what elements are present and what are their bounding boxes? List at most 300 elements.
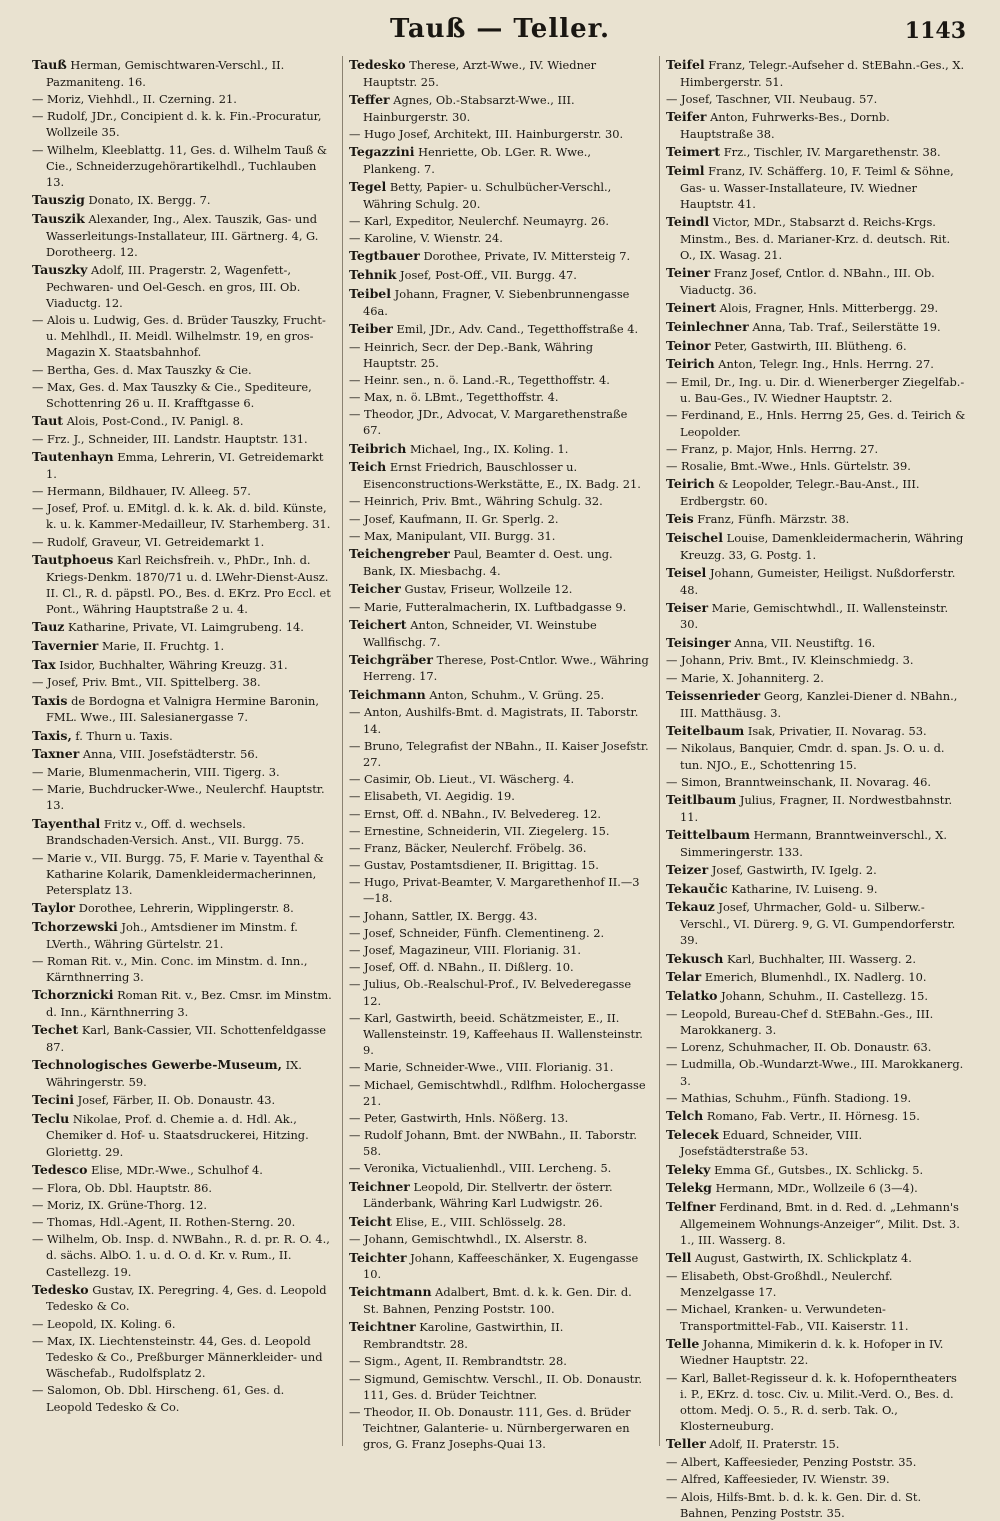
page-title: Tauß — Teller. <box>389 14 611 44</box>
directory-entry <box>349 143 649 177</box>
directory-entry <box>666 407 966 439</box>
entry-details: Katharine, IV. Luiseng. 9. <box>731 881 878 896</box>
entry-details: Agnes, Ob.-Stabsarzt-Wwe., III. Hainburgerstr. 30. <box>363 92 575 124</box>
entry-details: — Flora, Ob. Dbl. Hauptstr. 86. <box>32 1180 212 1195</box>
entry-details: Franz, Fünfh. Märzstr. 38. <box>697 512 850 527</box>
entry-surname: Taxis <box>32 692 68 708</box>
entry-details: Anna, VII. Neustiftg. 16. <box>734 635 876 650</box>
entry-details: Isak, Privatier, II. Novarag. 53. <box>747 723 927 738</box>
directory-entry <box>349 738 649 770</box>
entry-details: — Josef, Magazineur, VIII. Florianig. 31. <box>349 943 581 957</box>
directory-entry <box>349 1283 649 1317</box>
directory-entry <box>666 1454 966 1470</box>
directory-entry <box>349 1213 649 1231</box>
directory-entry <box>32 692 332 726</box>
directory-entry <box>32 362 332 378</box>
directory-entry <box>666 108 966 142</box>
entry-details: — Franz, p. Major, Hnls. Herrng. 27. <box>666 441 879 456</box>
directory-entry <box>666 1090 966 1106</box>
directory-entry <box>32 210 332 260</box>
directory-entry <box>349 686 649 704</box>
entry-details: — Hermann, Bildhauer, IV. Alleeg. 57. <box>32 484 251 499</box>
directory-entry <box>666 968 966 986</box>
directory-entry <box>349 528 649 544</box>
entry-details: — Theodor, II. Ob. Donaustr. 111, Ges. d. Brüder Teichtner, Galanterie- u. Nürnbergerwaren en gros, G. Franz Josephs-Quai 13. <box>349 1404 631 1452</box>
entry-details: Josef, Färber, II. Ob. Donaustr. 43. <box>77 1092 276 1107</box>
entry-details: — Josef, Prof. u. EMitgl. d. k. k. Ak. d. bild. Künste, k. u. k. Kammer-Medailleur, IV. Starhemberg. 31. <box>32 501 331 532</box>
directory-entry <box>349 908 649 924</box>
directory-entry <box>32 764 332 780</box>
entry-details: Anton, Schuhm., V. Grüng. 25. <box>429 687 605 702</box>
entry-details: Adolf, III. Pragerstr. 2, Wagenfett-, Pechwaren- und Oel-Gesch. en gros, III. Ob. Viaductg. 12. <box>46 262 301 310</box>
entry-surname: Tautenhayn <box>32 449 114 465</box>
entry-surname: Teis <box>666 511 694 527</box>
entry-surname: Telatko <box>666 988 718 1003</box>
entry-details: Therese, Arzt-Wwe., IV. Wiedner Hauptstr. 25. <box>363 58 597 89</box>
directory-entry <box>349 1077 649 1109</box>
directory-entry <box>349 651 649 685</box>
entry-details: Herman, Gemischtwaren-Verschl., II. Pazmaniteng. 16. <box>46 58 285 89</box>
entry-surname: Teclu <box>32 1110 70 1126</box>
entry-details: Dorothee, Private, IV. Mittersteig 7. <box>423 249 631 264</box>
entry-details: — Moriz, Viehhdl., II. Czerning. 21. <box>32 91 237 106</box>
directory-entry <box>32 500 332 532</box>
entry-details: — Salomon, Ob. Dbl. Hirscheng. 61, Ges. d. Leopold Tedesko & Co. <box>32 1383 285 1414</box>
entry-details: — Michael, Gemischtwhdl., Rdlfhm. Holochergasse 21. <box>349 1077 646 1108</box>
entry-details: — Marie, X. Johanniterg. 2. <box>666 670 824 685</box>
column-3 <box>659 56 966 1520</box>
entry-surname: Teichengreber <box>349 545 450 561</box>
entry-details: Dorothee, Lehrerin, Wipplingerstr. 8. <box>78 901 294 916</box>
directory-entry <box>32 534 332 550</box>
directory-entry <box>666 1039 966 1055</box>
entry-surname: Taxner <box>32 746 80 762</box>
entry-details: Gustav, Friseur, Wollzeile 12. <box>404 581 573 596</box>
directory-entry <box>666 1126 966 1160</box>
directory-entry <box>666 264 966 298</box>
entry-surname: Technologisches Gewerbe-Museum, <box>32 1057 282 1072</box>
directory-entry <box>349 1178 649 1212</box>
directory-entry <box>32 379 332 411</box>
directory-entry <box>666 599 966 633</box>
directory-entry <box>666 740 966 772</box>
entry-surname: Teifer <box>666 109 707 125</box>
entry-details: Anton, Schneider, VI. Weinstube Wallfischg. 7. <box>363 617 597 649</box>
directory-entry <box>32 1382 332 1414</box>
entry-surname: Teichter <box>349 1249 407 1265</box>
entry-details: — Frz. J., Schneider, III. Landstr. Hauptstr. 131. <box>32 431 308 446</box>
entry-details: Marie, Gemischtwhdl., II. Wallensteinstr. 30. <box>680 600 949 632</box>
entry-details: — Josef, Schneider, Fünfh. Clementineng. 2. <box>349 925 605 940</box>
entry-details: Elise, E., VIII. Schlösselg. 28. <box>395 1214 566 1229</box>
directory-entry <box>349 616 649 650</box>
directory-entry <box>32 1214 332 1230</box>
entry-details: — Peter, Gastwirth, Hnls. Nößerg. 13. <box>349 1110 569 1125</box>
entry-surname: Tauszky <box>32 261 88 277</box>
directory-entry <box>666 564 966 598</box>
entry-surname: Teichtmann <box>349 1284 432 1300</box>
entry-details: — Karl, Ballet-Regisseur d. k. k. Hofoperntheaters i. P., EKrz. d. tosc. Civ. u. Milit.-Verd. O., Bes. d. ottom. Medj. O. 5., R. d. serb. Tak. O., Klosterneuburg. <box>666 1370 957 1434</box>
directory-entry <box>666 1335 966 1369</box>
entry-surname: Telle <box>666 1335 700 1351</box>
entry-surname: Taut <box>32 413 64 429</box>
directory-entry <box>666 1006 966 1038</box>
entry-details: Emma Gf., Gutsbes., IX. Schlickg. 5. <box>714 1162 924 1177</box>
directory-entry <box>349 320 649 338</box>
entry-surname: Teleky <box>666 1161 711 1177</box>
entry-details: — Rudolf, Graveur, VI. Getreidemarkt 1. <box>32 534 265 549</box>
entry-details: — Josef, Priv. Bmt., VII. Spittelberg. 38. <box>32 675 261 690</box>
directory-entry <box>666 337 966 355</box>
entry-surname: Tehnik <box>349 267 397 283</box>
entry-details: — Rudolf Johann, Bmt. der NWBahn., II. Taborstr. 58. <box>349 1128 638 1159</box>
entry-surname: Telekg <box>666 1180 712 1196</box>
directory-entry <box>349 1318 649 1352</box>
entry-surname: Teindl <box>666 213 710 229</box>
entry-surname: Teirich <box>666 356 715 372</box>
entry-details: Adolf, II. Praterstr. 15. <box>709 1437 840 1452</box>
entry-details: — Hugo Josef, Architekt, III. Hainburgerstr. 30. <box>349 126 624 141</box>
directory-entry <box>32 1231 332 1280</box>
directory-entry <box>349 704 649 736</box>
directory-entry <box>32 191 332 209</box>
entry-details: — Marie, Blumenmacherin, VIII. Tigerg. 3. <box>32 765 280 779</box>
entry-details: Franz, Telegr.-Aufseher d. StEBahn.-Ges., X. Himbergerstr. 51. <box>680 58 965 89</box>
entry-surname: Teiser <box>666 599 709 615</box>
page-number: 1143 <box>904 18 966 44</box>
directory-entry <box>32 142 332 191</box>
directory-entry <box>32 781 332 813</box>
entry-surname: Teich <box>349 459 387 475</box>
directory-entry <box>349 440 649 458</box>
entry-surname: Teisinger <box>666 634 731 650</box>
directory-entry <box>666 1249 966 1267</box>
directory-entry <box>666 687 966 721</box>
entry-details: — Theodor, JDr., Advocat, V. Margarethenstraße 67. <box>349 407 628 438</box>
directory-entry <box>32 551 332 617</box>
entry-surname: Teinert <box>666 300 716 315</box>
entry-details: Anton, Fuhrwerks-Bes., Dornb. Hauptstraße 38. <box>680 110 890 141</box>
entry-details: IX. Währingerstr. 59. <box>46 1058 302 1089</box>
entry-details: Karoline, Gastwirthin, II. Rembrandtstr. 28. <box>363 1320 564 1352</box>
directory-entry <box>666 1370 966 1435</box>
directory-entry <box>349 458 649 492</box>
entry-details: — Rudolf, JDr., Concipient d. k. k. Fin.-Procuratur, Wollzeile 35. <box>32 109 322 140</box>
entry-details: Roman Rit. v., Bez. Cmsr. im Minstm. d. Inn., Kärnthnerring 3. <box>46 988 332 1019</box>
directory-entry <box>666 355 966 373</box>
entry-surname: Tayenthal <box>32 815 101 831</box>
directory-entry <box>32 1180 332 1196</box>
directory-entry <box>32 618 332 636</box>
entry-surname: Teisel <box>666 564 707 580</box>
entry-details: — Johann, Gemischtwhdl., IX. Alserstr. 8. <box>349 1232 588 1247</box>
entry-details: Josef, Gastwirth, IV. Igelg. 2. <box>711 862 877 877</box>
directory-entry <box>349 1249 649 1283</box>
entry-surname: Teichgräber <box>349 651 433 667</box>
column-1 <box>32 56 332 1446</box>
directory-columns <box>32 56 966 1520</box>
directory-entry <box>32 483 332 499</box>
entry-details: Michael, Ing., IX. Koling. 1. <box>409 441 569 456</box>
entry-surname: Tauß <box>32 57 67 72</box>
entry-surname: Telch <box>666 1107 704 1123</box>
entry-details: — Marie v., VII. Burgg. 75, F. Marie v. Tayenthal & Katharine Kolarik, Damenkleidermacherinnen, Petersplatz 13. <box>32 850 324 897</box>
entry-surname: Teichtner <box>349 1319 416 1335</box>
entry-details: Elise, MDr.-Wwe., Schulhof 4. <box>91 1162 263 1177</box>
directory-entry <box>32 91 332 107</box>
directory-entry <box>666 1161 966 1179</box>
directory-entry <box>32 412 332 430</box>
entry-details: Louise, Damenkleidermacherin, Währing Kreuzg. 33, G. Postg. 1. <box>680 530 964 562</box>
entry-details: Ferdinand, Bmt. in d. Red. d. „Lehmann's Allgemeinem Wohnungs-Anzeiger“, Milit. Dst. 3. 1., III. Wasserg. 8. <box>680 1200 960 1247</box>
directory-entry <box>666 56 966 90</box>
entry-details: — Elisabeth, Obst-Großhdl., Neulerchf. Menzelgasse 17. <box>666 1268 893 1300</box>
directory-entry <box>349 285 649 319</box>
entry-details: — Karl, Expeditor, Neulerchf. Neumayrg. 26. <box>349 213 610 228</box>
entry-details: Anna, VIII. Josefstädterstr. 56. <box>82 747 259 762</box>
directory-entry <box>32 637 332 655</box>
directory-entry <box>349 1010 649 1059</box>
entry-surname: Teizer <box>666 861 709 877</box>
entry-details: — Rosalie, Bmt.-Wwe., Hnls. Gürtelstr. 39. <box>666 458 911 473</box>
directory-entry <box>32 918 332 952</box>
directory-entry <box>349 771 649 787</box>
directory-entry <box>349 925 649 941</box>
entry-details: — Wilhelm, Ob. Insp. d. NWBahn., R. d. pr. R. O. 4., d. sächs. AlbO. 1. u. d. O. d. Kr. v. Rum., II. Castellezg. 19. <box>32 1232 330 1279</box>
entry-details: Karl, Bank-Cassier, VII. Schottenfeldgasse 87. <box>46 1023 327 1054</box>
entry-details: Leopold, Dir. Stellvertr. der österr. Länderbank, Währing Karl Ludwigstr. 26. <box>363 1179 613 1211</box>
directory-entry <box>349 372 649 388</box>
entry-details: Gustav, IX. Peregring. 4, Ges. d. Leopold Tedesko & Co. <box>46 1282 327 1314</box>
entry-details: Anton, Telegr. Ing., Hnls. Herrng. 27. <box>718 357 934 372</box>
column-2 <box>342 56 649 1452</box>
directory-entry <box>666 458 966 474</box>
entry-details: Alois, Post-Cond., IV. Panigl. 8. <box>66 414 244 429</box>
entry-details: Alexander, Ing., Alex. Tauszik, Gas- und Wasserleitungs-Installateur, III. Gärtnerg. 4, G. Dorotheerg. 12. <box>46 211 319 259</box>
entry-surname: Taylor <box>32 900 76 916</box>
directory-entry <box>32 953 332 985</box>
directory-entry <box>666 475 966 509</box>
entry-details: Johanna, Mimikerin d. k. k. Hofoper in IV. Wiedner Hauptstr. 22. <box>680 1336 944 1368</box>
directory-entry <box>32 448 332 482</box>
entry-details: — Veronika, Victualienhdl., VIII. Lercheng. 5. <box>349 1161 612 1176</box>
entry-details: — Emil, Dr., Ing. u. Dir. d. Wienerberger Ziegelfab.- u. Bau-Ges., IV. Wiedner Hauptstr. 2. <box>666 375 965 406</box>
entry-details: — Max, Ges. d. Max Tauszky & Cie., Spediteure, Schottenring 26 u. II. Krafftgasse 6. <box>32 379 312 410</box>
entry-details: — Casimir, Ob. Lieut., VI. Wäscherg. 4. <box>349 772 575 787</box>
entry-surname: Teiber <box>349 320 393 336</box>
entry-surname: Teichmann <box>349 686 426 702</box>
entry-details: — Marie, Futteralmacherin, IX. Luftbadgasse 9. <box>349 599 627 614</box>
entry-details: Anna, Tab. Traf., Seilerstätte 19. <box>752 319 941 334</box>
directory-entry <box>666 299 966 317</box>
directory-entry <box>666 774 966 790</box>
directory-entry <box>349 126 649 142</box>
entry-details: Julius, Fragner, II. Nordwestbahnstr. 11. <box>680 793 953 824</box>
entry-surname: Tax <box>32 656 56 672</box>
directory-entry <box>349 511 649 527</box>
entry-surname: Tauz <box>32 619 65 635</box>
entry-details: — Anton, Aushilfs-Bmt. d. Magistrats, II. Taborstr. 14. <box>349 705 639 736</box>
entry-details: Henriette, Ob. LGer. R. Wwe., Plankeng. 7. <box>363 145 592 176</box>
entry-surname: Teirich <box>666 476 715 492</box>
entry-details: Paul, Beamter d. Oest. ung. Bank, IX. Miesbachg. 4. <box>363 546 613 578</box>
entry-details: — Josef, Taschner, VII. Neubaug. 57. <box>666 91 878 106</box>
entry-details: — Josef, Off. d. NBahn., II. Dißlerg. 10. <box>349 960 574 975</box>
entry-surname: Teinor <box>666 337 711 353</box>
directory-entry <box>349 493 649 509</box>
entry-details: — Simon, Branntweinschank, II. Novarag. 46. <box>666 774 932 789</box>
directory-entry <box>349 599 649 615</box>
entry-details: — Johann, Priv. Bmt., IV. Kleinschmiedg. 3. <box>666 653 914 668</box>
entry-details: — Josef, Kaufmann, II. Gr. Sperlg. 2. <box>349 511 559 526</box>
directory-entry <box>32 1281 332 1315</box>
entry-details: Hermann, MDr., Wollzeile 6 (3—4). <box>715 1181 918 1196</box>
entry-surname: Tedesco <box>32 1161 88 1177</box>
entry-details: Nikolae, Prof. d. Chemie a. d. Hdl. Ak., Chemiker d. Hof- u. Staatsdruckerei, Hitzing. Gloriettg. 29. <box>46 1111 309 1159</box>
entry-details: — Johann, Sattler, IX. Bergg. 43. <box>349 908 538 923</box>
entry-surname: Teicht <box>349 1213 393 1229</box>
entry-details: — Mathias, Schuhm., Fünfh. Stadiong. 19. <box>666 1090 912 1105</box>
directory-entry <box>349 339 649 371</box>
entry-surname: Teicher <box>349 580 401 596</box>
entry-details: & Leopolder, Telegr.-Bau-Anst., III. Erdbergstr. 60. <box>680 477 920 508</box>
directory-entry <box>666 861 966 879</box>
directory-entry <box>666 441 966 457</box>
directory-entry <box>666 91 966 107</box>
directory-entry <box>349 788 649 804</box>
entry-surname: Tauszig <box>32 192 85 208</box>
directory-entry <box>349 806 649 822</box>
entry-details: — Leopold, IX. Koling. 6. <box>32 1316 176 1331</box>
directory-entry <box>32 1056 332 1090</box>
entry-details: — Sigm., Agent, II. Rembrandtstr. 28. <box>349 1354 567 1369</box>
directory-entry <box>349 942 649 958</box>
directory-entry <box>32 745 332 763</box>
entry-details: Franz Josef, Cntlor. d. NBahn., III. Ob. Viaductg. 36. <box>680 266 935 297</box>
entry-details: — Albert, Kaffeesieder, Penzing Poststr. 35. <box>666 1455 917 1470</box>
entry-details: — Lorenz, Schuhmacher, II. Ob. Donaustr. 63. <box>666 1040 932 1055</box>
directory-entry <box>349 840 649 856</box>
entry-details: — Alois, Hilfs-Bmt. b. d. k. k. Gen. Dir. d. St. Bahnen, Penzing Poststr. 35. <box>666 1489 922 1520</box>
entry-details: Victor, MDr., Stabsarzt d. Reichs-Krgs. Minstm., Bes. d. Marianer-Krz. d. deutsch. Rit. O., IX. Wasag. 21. <box>680 214 951 262</box>
entry-details: — Roman Rit. v., Min. Conc. im Minstm. d. Inn., Kärnthnerring 3. <box>32 953 308 984</box>
entry-details: — Ferdinand, E., Hnls. Herrng 25, Ges. d. Teirich & Leopolder. <box>666 408 966 439</box>
entry-details: Johann, Gumeister, Heiligst. Nußdorferstr. 48. <box>680 565 956 597</box>
directory-entry <box>349 1231 649 1247</box>
entry-details: Johann, Kaffeeschänker, X. Eugengasse 10. <box>363 1250 639 1282</box>
entry-details: — Max, n. ö. LBmt., Tegetthoffstr. 4. <box>349 390 559 405</box>
directory-entry <box>666 510 966 528</box>
directory-entry <box>349 91 649 125</box>
entry-details: — Sigmund, Gemischtw. Verschl., II. Ob. Donaustr. 111, Ges. d. Brüder Teichtner. <box>349 1371 643 1402</box>
entry-surname: Teimert <box>666 144 721 160</box>
directory-entry <box>666 213 966 263</box>
directory-entry <box>349 1371 649 1403</box>
entry-surname: Teffer <box>349 91 390 107</box>
directory-entry <box>349 266 649 284</box>
directory-entry <box>349 1160 649 1176</box>
entry-details: Johann, Fragner, V. Siebenbrunnengasse 46a. <box>363 286 630 318</box>
entry-details: Karl Reichsfreih. v., PhDr., Inh. d. Kriegs-Denkm. 1870/71 u. d. LWehr-Dienst-Ausz. II. Cl., R. d. päpstl. PO., Bes. d. EKrz. Pro Eccl. et Pont., Währing Hauptstraße 2 u. 4. <box>46 552 331 616</box>
entry-details: Emerich, Blumenhdl., IX. Nadlerg. 10. <box>704 970 927 985</box>
entry-surname: Tekusch <box>666 950 724 966</box>
directory-entry <box>349 406 649 438</box>
directory-entry <box>349 1353 649 1369</box>
entry-details: — Marie, Buchdrucker-Wwe., Neulerchf. Hauptstr. 13. <box>32 782 325 813</box>
entry-surname: Teiml <box>666 162 705 178</box>
entry-surname: Teibrich <box>349 440 407 456</box>
entry-surname: Tekauz <box>666 899 715 915</box>
directory-entry <box>349 1110 649 1126</box>
directory-entry <box>32 1197 332 1213</box>
directory-entry <box>349 247 649 265</box>
entry-details: Emil, JDr., Adv. Cand., Tegetthoffstraße 4. <box>396 321 639 336</box>
directory-entry <box>32 815 332 849</box>
entry-details: Joh., Amtsdiener im Minstm. f. LVerth., Währing Gürtelstr. 21. <box>46 919 298 951</box>
directory-entry <box>349 178 649 212</box>
entry-surname: Tautphoeus <box>32 551 114 567</box>
entry-details: Marie, II. Fruchtg. 1. <box>102 638 225 653</box>
entry-surname: Teibel <box>349 285 392 301</box>
directory-entry <box>666 987 966 1005</box>
directory-entry <box>666 652 966 668</box>
directory-entry <box>32 674 332 690</box>
directory-entry <box>32 1333 332 1382</box>
entry-surname: Teller <box>666 1436 706 1452</box>
entry-surname: Telecek <box>666 1126 719 1142</box>
entry-details: — Alfred, Kaffeesieder, IV. Wienstr. 39. <box>666 1472 890 1487</box>
entry-details: — Bertha, Ges. d. Max Tauszky & Cie. <box>32 362 252 377</box>
directory-entry <box>349 874 649 906</box>
directory-entry <box>349 389 649 405</box>
entry-details: Romano, Fab. Vertr., II. Hörnesg. 15. <box>706 1108 920 1123</box>
entry-details: — Elisabeth, VI. Aegidig. 19. <box>349 789 515 804</box>
entry-surname: Teiner <box>666 265 711 281</box>
entry-details: Donato, IX. Bergg. 7. <box>88 193 211 208</box>
entry-details: — Franz, Bäcker, Neulerchf. Fröbelg. 36. <box>349 840 587 855</box>
entry-details: Therese, Post-Cntlor. Wwe., Währing Herreng. 17. <box>363 652 649 684</box>
directory-entry <box>666 950 966 968</box>
directory-entry <box>666 1489 966 1521</box>
entry-details: August, Gastwirth, IX. Schlickplatz 4. <box>694 1251 912 1266</box>
directory-entry <box>32 1091 332 1109</box>
entry-details: Josef, Post-Off., VII. Burgg. 47. <box>400 268 577 283</box>
entry-details: Franz, IV. Schäfferg. 10, F. Teiml & Söhne, Gas- u. Wasser-Installateure, IV. Wiedner Hauptstr. 41. <box>680 163 954 211</box>
directory-entry <box>32 312 332 361</box>
directory-entry <box>32 727 332 745</box>
directory-entry <box>666 318 966 336</box>
entry-details: — Leopold, Bureau-Chef d. StEBahn.-Ges., III. Marokkanerg. 3. <box>666 1006 934 1037</box>
directory-entry <box>349 545 649 579</box>
entry-details: Karl, Buchhalter, III. Wasserg. 2. <box>726 951 917 966</box>
entry-details: — Max, IX. Liechtensteinstr. 44, Ges. d. Leopold Tedesko & Co., Preßburger Männerkleider- und Wäschefab., Rudolfsplatz 2. <box>32 1333 323 1381</box>
directory-entry <box>349 1404 649 1453</box>
entry-details: — Karl, Gastwirth, beeid. Schätzmeister, E., II. Wallensteinstr. 19, Kaffeehaus II. Wallensteinstr. 9. <box>349 1010 643 1058</box>
directory-entry <box>666 880 966 898</box>
entry-surname: Tauszik <box>32 210 85 226</box>
entry-details: de Bordogna et Valnigra Hermine Baronin, FML. Wwe., III. Salesianergasse 7. <box>46 693 319 725</box>
entry-details: Josef, Uhrmacher, Gold- u. Silberw.-Verschl., VI. Dürerg. 9, G. VI. Gumpendorferstr. 39. <box>680 900 956 948</box>
directory-entry <box>666 143 966 161</box>
entry-details: Peter, Gastwirth, III. Blütheng. 6. <box>714 338 907 353</box>
entry-details: Isidor, Buchhalter, Währing Kreuzg. 31. <box>59 657 288 672</box>
entry-details: — Ernst, Off. d. NBahn., IV. Belvedereg. 12. <box>349 806 602 821</box>
directory-entry <box>666 374 966 406</box>
entry-surname: Teitelbaum <box>666 722 745 738</box>
directory-entry <box>666 162 966 212</box>
entry-details: — Hugo, Privat-Beamter, V. Margarethenhof II.—3—18. <box>349 875 640 906</box>
entry-details: Betty, Papier- u. Schulbücher-Verschl., Währing Schulg. 20. <box>363 180 612 211</box>
